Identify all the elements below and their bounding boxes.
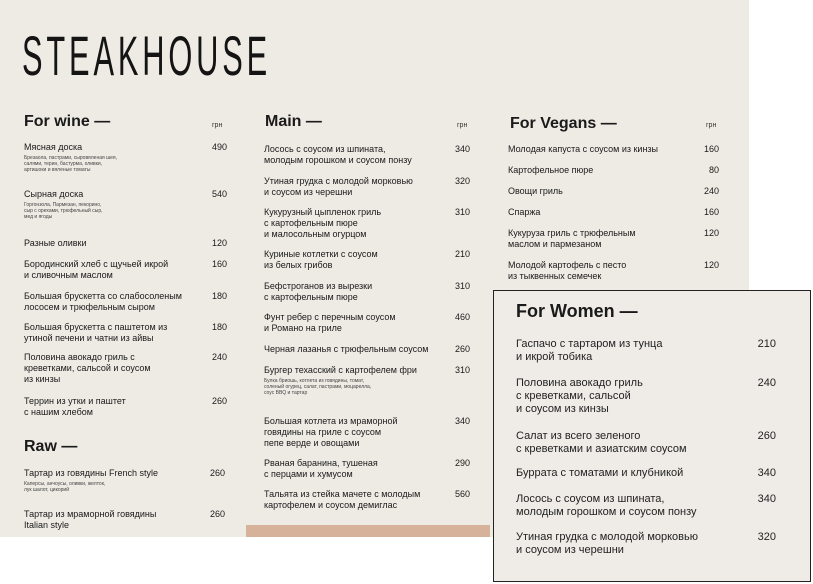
menu-item-name: Молодая капуста с соусом из кинзы xyxy=(508,144,659,154)
menu-item xyxy=(516,531,736,557)
menu-item-description: Горгонзола, Пармезан, пекорино, сыр с орехами, трюфельный сыр, мед и ягоды xyxy=(24,202,103,220)
menu-item-price: 260 xyxy=(454,344,470,354)
menu-item-name: Кукуруза гриль с трюфельным маслом и пармезаном xyxy=(508,228,636,249)
menu-item-description: Булка бриошь, котлета из говядины, томат, соленый огурец, салат, пастрами, моцарелла, соус BBQ и тартар xyxy=(264,378,372,396)
menu-item-description: Брезаола, пастрами, сыровяленая шея, салями, терин, бастурма, оливки, артишоки и вяленые томаты xyxy=(24,155,117,173)
menu-item-name: Кукурузный цыпленок гриль с картофельным пюре и малосольным огурцом xyxy=(264,207,382,239)
menu-item xyxy=(24,396,204,418)
menu-item-name: Бургер техасский с картофелем фри xyxy=(264,365,417,375)
menu-item-price: 320 xyxy=(757,531,776,543)
menu-item-name: Фунт ребер с перечным соусом и Романо на гриле xyxy=(264,312,396,333)
menu-item xyxy=(516,377,736,416)
menu-item xyxy=(264,489,444,511)
menu-item-name: Бородинский хлеб с щучьей икрой и сливочным маслом xyxy=(24,259,169,280)
menu-item-name: Буррата с томатами и клубникой xyxy=(516,467,684,479)
menu-item-price: 490 xyxy=(211,142,227,152)
menu-item-name: Большая брускетта со слабосоленым лососем и трюфельным сыром xyxy=(24,291,182,312)
menu-item-name: Сырная доска xyxy=(24,189,84,199)
restaurant-logo: STEAKHOUSE xyxy=(22,24,272,87)
menu-item-price: 160 xyxy=(211,259,227,269)
menu-item-price: 210 xyxy=(454,249,470,259)
menu-item-name: Половина авокадо гриль с креветками, сальсой и соусом из кинзы xyxy=(24,352,151,384)
menu-item xyxy=(264,207,444,240)
menu-item-price: 260 xyxy=(209,468,225,478)
menu-item xyxy=(508,260,688,282)
menu-item xyxy=(24,468,204,493)
menu-item-name: Куриные котлетки с соусом из белых грибов xyxy=(264,249,378,270)
menu-item xyxy=(516,430,736,456)
menu-item xyxy=(264,458,444,480)
menu-item-price: 180 xyxy=(211,322,227,332)
menu-item-name: Половина авокадо гриль с креветками, сальсой и соусом из кинзы xyxy=(516,377,643,415)
menu-item-name: Салат из всего зеленого с креветками и азиатским соусом xyxy=(516,430,687,455)
menu-item-name: Лосось с соусом из шпината, молодым горошком и соусом понзу xyxy=(516,493,697,518)
currency-label: грн xyxy=(706,122,717,129)
menu-item-price: 120 xyxy=(703,260,719,270)
menu-item xyxy=(24,322,204,344)
menu-item-name: Рваная баранина, тушеная с перцами и хумусом xyxy=(264,458,378,479)
menu-item-price: 310 xyxy=(454,365,470,375)
menu-item-price: 160 xyxy=(703,144,719,154)
menu-item-name: Тартар из мраморной говядины Italian style xyxy=(24,509,157,530)
menu-item-name: Тальята из стейка мачете с молодым картофелем и соусом демиглас xyxy=(264,489,421,510)
menu-item xyxy=(516,467,736,480)
menu-item-price: 340 xyxy=(454,416,470,426)
menu-item-name: Черная лазанья с трюфельным соусом xyxy=(264,344,429,354)
menu-item-name: Молодой картофель с песто из тыквенных семечек xyxy=(508,260,627,281)
section-title-main: Main — xyxy=(265,113,322,130)
menu-item-name: Большая брускетта с паштетом из утиной печени и чатни из айвы xyxy=(24,322,168,343)
menu-item xyxy=(264,312,444,334)
menu-item-price: 340 xyxy=(757,493,776,505)
menu-item xyxy=(24,142,204,173)
menu-item xyxy=(508,186,688,197)
menu-item-name: Утиная грудка с молодой морковью и соусом из черешни xyxy=(516,531,698,556)
section-title-for-vegans: For Vegans — xyxy=(510,115,617,132)
menu-item-price: 310 xyxy=(454,281,470,291)
menu-item-price: 320 xyxy=(454,176,470,186)
menu-item-price: 240 xyxy=(757,377,776,389)
menu-item-price: 120 xyxy=(211,238,227,248)
menu-item-price: 460 xyxy=(454,312,470,322)
menu-item xyxy=(24,291,204,313)
menu-item xyxy=(264,249,444,271)
menu-item-name: Разные оливки xyxy=(24,238,87,248)
currency-label: грн xyxy=(212,122,223,129)
section-title-for-wine: For wine — xyxy=(24,113,111,130)
menu-item xyxy=(264,144,444,166)
menu-item-price: 210 xyxy=(757,338,776,350)
menu-item-price: 540 xyxy=(211,189,227,199)
menu-item-name: Террин из утки и паштет с нашим хлебом xyxy=(24,396,126,417)
menu-item-price: 310 xyxy=(454,207,470,217)
menu-item xyxy=(516,338,736,364)
menu-item xyxy=(264,344,444,355)
menu-item-price: 260 xyxy=(209,509,225,519)
menu-item-price: 120 xyxy=(703,228,719,238)
section-title-for-women: For Women — xyxy=(516,301,638,321)
menu-item-name: Тартар из говядины French style xyxy=(24,468,158,478)
menu-item xyxy=(24,509,204,531)
menu-item xyxy=(508,165,688,176)
menu-item-price: 240 xyxy=(211,352,227,362)
menu-item-name: Мясная доска xyxy=(24,142,83,152)
menu-item-name: Гаспачо с тартаром из тунца и икрой тобика xyxy=(516,338,663,363)
menu-item-price: 340 xyxy=(757,467,776,479)
menu-item xyxy=(508,144,688,155)
menu-item-name: Большая котлета из мраморной говядины на гриле с соусом пепе верде и овощами xyxy=(264,416,398,448)
menu-item-price: 180 xyxy=(211,291,227,301)
section-title-raw: Raw — xyxy=(24,438,78,455)
currency-label: грн xyxy=(457,122,468,129)
menu-item-description: Каперсы, анчоусы, оливки, желток, лук шалот, цикорий xyxy=(24,481,106,493)
menu-item xyxy=(264,365,444,396)
menu-item xyxy=(24,352,204,385)
menu-item xyxy=(508,228,688,250)
menu-item-price: 80 xyxy=(708,165,719,175)
menu-item-price: 240 xyxy=(703,186,719,196)
menu-item xyxy=(24,259,204,281)
menu-item xyxy=(24,238,204,249)
menu-item xyxy=(264,176,444,198)
decorative-bar xyxy=(246,525,490,537)
menu-item xyxy=(516,493,736,519)
menu-item-name: Овощи гриль xyxy=(508,186,563,196)
for-women-inset xyxy=(493,290,811,582)
menu-item-price: 260 xyxy=(211,396,227,406)
menu-item-name: Картофельное пюре xyxy=(508,165,594,175)
menu-item-price: 160 xyxy=(703,207,719,217)
menu-item-name: Спаржа xyxy=(508,207,541,217)
menu-item xyxy=(264,416,444,449)
menu-item-name: Бефстроганов из вырезки с картофельным пюре xyxy=(264,281,373,302)
menu-item xyxy=(508,207,688,218)
menu-item-price: 290 xyxy=(454,458,470,468)
menu-item xyxy=(24,189,204,220)
menu-item-price: 340 xyxy=(454,144,470,154)
menu-item-price: 560 xyxy=(454,489,470,499)
menu-item-name: Утиная грудка с молодой морковью и соусом из черешни xyxy=(264,176,413,197)
menu-item-name: Лосось с соусом из шпината, молодым горошком и соусом понзу xyxy=(264,144,412,165)
menu-item xyxy=(264,281,444,303)
menu-item-price: 260 xyxy=(757,430,776,442)
